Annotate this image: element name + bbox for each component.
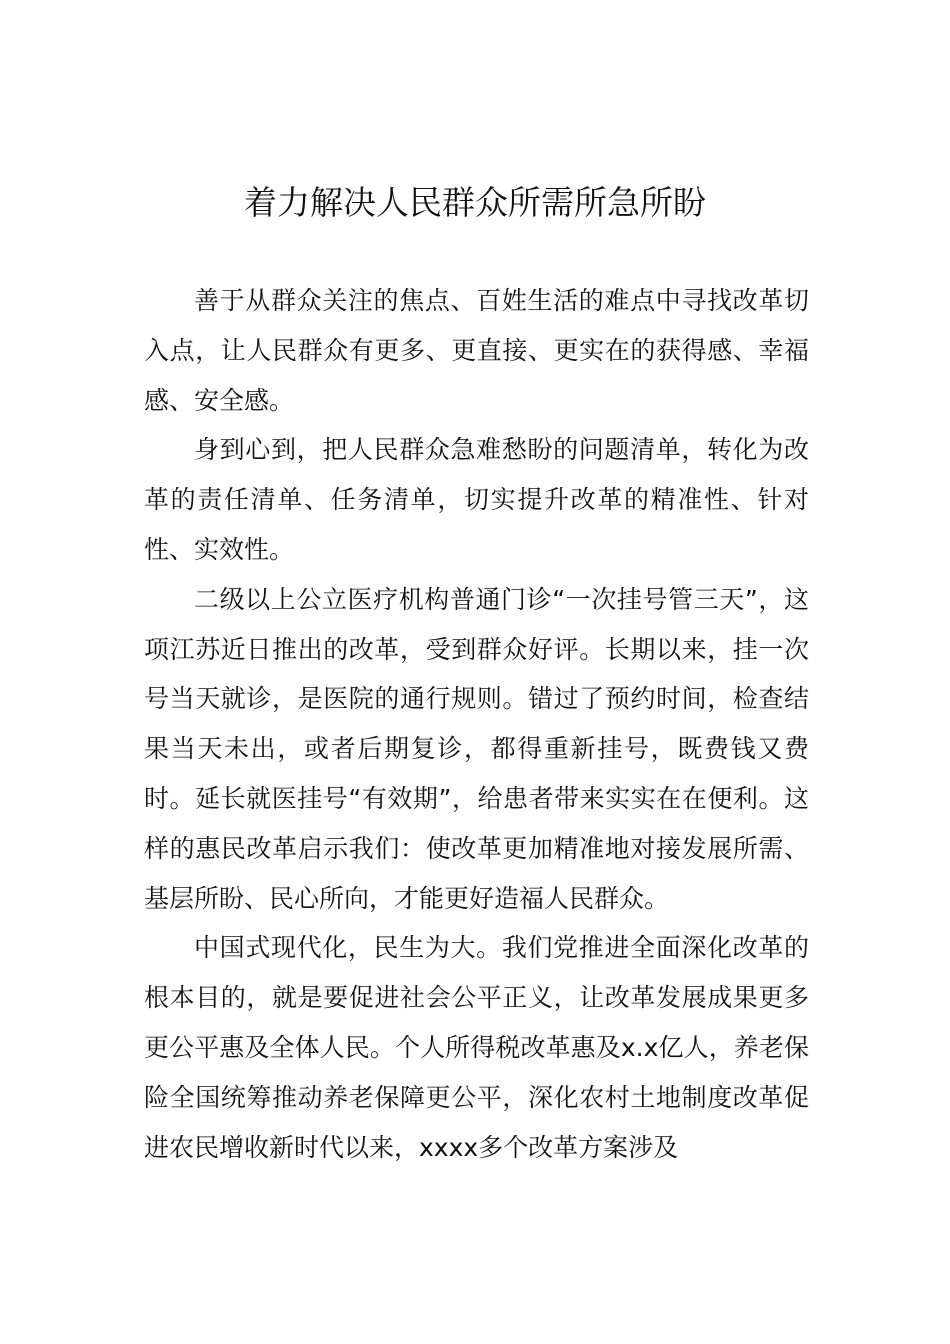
- paragraph-1: 善于从群众关注的焦点、百姓生活的难点中寻找改革切入点，让人民群众有更多、更直接、更实在的获得感、幸福感、安全感。: [144, 286, 809, 415]
- paragraph-3: 二级以上公立医疗机构普通门诊“一次挂号管三天”，这项江苏近日推出的改革，受到群众好评。长期以来，挂一次号当天就诊，是医院的通行规则。错过了预约时间，检查结果当天未出，或者后期复诊，都得重新挂号，既费钱又费时。延长就医挂号“有效期”，给患者带来实实在在便利。这样的惠民改革启示我们：使改革更加精准地对接发展所需、基层所盼、民心所向，才能更好造福人民群众。: [144, 584, 809, 913]
- paragraph-4: 中国式现代化，民生为大。我们党推进全面深化改革的根本目的，就是要促进社会公平正义，让改革发展成果更多更公平惠及全体人民。个人所得税改革惠及x.x亿人，养老保险全国统筹推动养老保障更公平，深化农村土地制度改革促进农民增收新时代以来，xxxx多个改革方案涉及: [144, 933, 809, 1162]
- document-body: [144, 276, 809, 1172]
- document-title: 着力解决人民群众所需所急所盼: [244, 183, 706, 222]
- paragraph-2: 身到心到，把人民群众急难愁盼的问题清单，转化为改革的责任清单、任务清单，切实提升改革的精准性、针对性、实效性。: [144, 435, 809, 564]
